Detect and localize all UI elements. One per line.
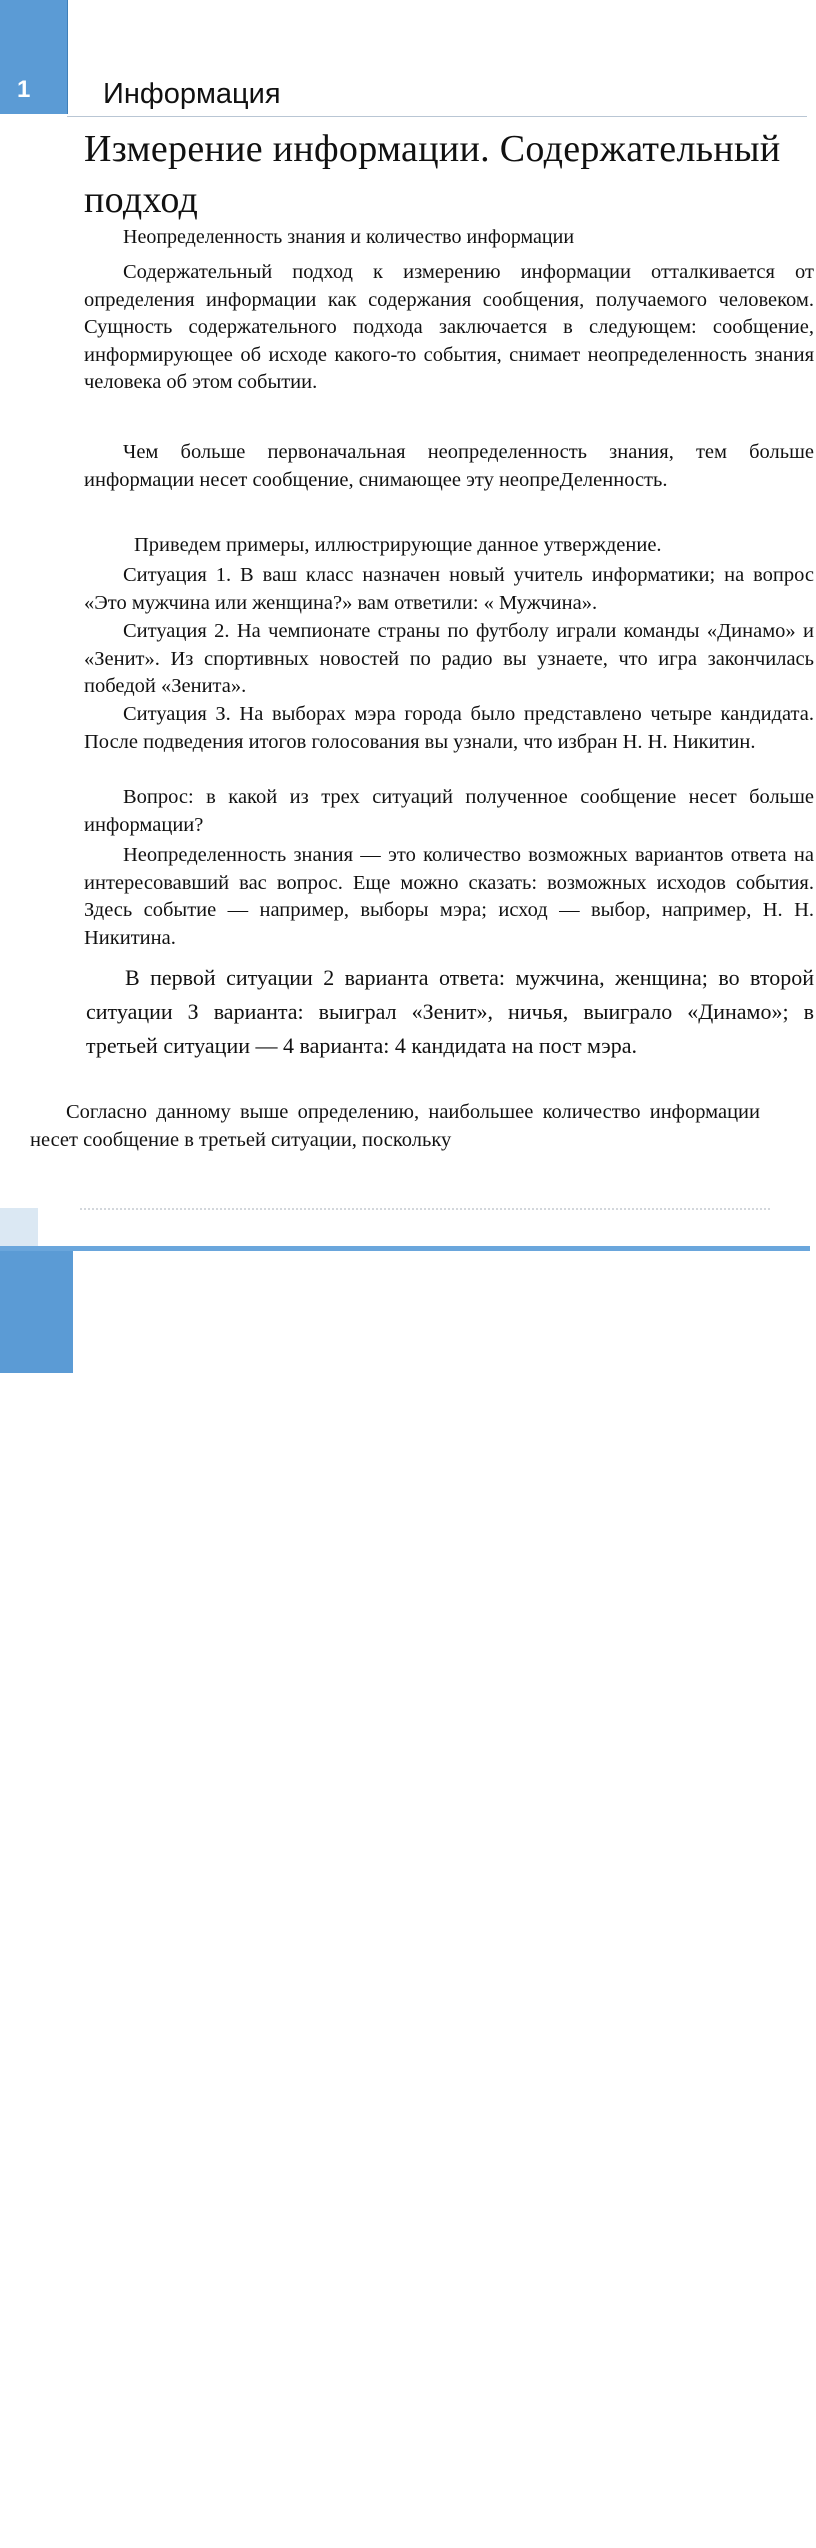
page-number-tab <box>0 1251 73 2547</box>
paragraph-6: Ситуация З. На выборах мэра города было представлено четыре кандидата. После подведения итогов голосования вы узнали, что избран Н. Н. Никитин. <box>84 703 814 753</box>
paragraph-10: Согласно данному выше определению, наибольшее количество информации несет сообщение в третьей ситуации, поскольку <box>30 1101 760 1151</box>
header-divider <box>67 116 807 117</box>
page-number: 26 <box>20 2521 46 2547</box>
running-header-title: Информация <box>103 78 281 110</box>
paragraph-7: Вопрос: в какой из трех ситуаций полученное сообщение несет больше информации? <box>84 786 814 836</box>
subheading: Неопределенность знания и количество информации <box>123 226 575 248</box>
paragraph-5: Ситуация 2. На чемпионате страны по футболу играли команды «Динамо» и «Зенит». Из спортивных новостей по радио вы узнаете, что игра закончилась победой «Зенита». <box>84 620 814 697</box>
paragraph-9: В первой ситуации 2 варианта ответа: мужчина, женщина; во второй ситуации З варианта: выиграл «Зенит», ничья, выиграло «Динамо»; в третьей ситуации — 4 варианта: 4 кандидата на пост мэра. <box>86 965 814 1058</box>
page-title: Измерение информации. Содержательный подход <box>84 128 781 221</box>
chapter-number: 1 <box>17 76 31 103</box>
scan-artifact-line <box>80 1208 770 1212</box>
paragraph-2: Чем больше первоначальная неопределенность знания, тем больше информации несет сообщение, снимающее эту неопреДеленность. <box>84 441 814 491</box>
chapter-tab <box>0 0 68 114</box>
paragraph-3: Приведем примеры, иллюстрирующие данное утверждение. <box>134 534 662 556</box>
footer-divider <box>0 1246 810 1251</box>
paragraph-4: Ситуация 1. В ваш класс назначен новый учитель информатики; на вопрос «Это мужчина или женщина?» вам ответили: « Мужчина». <box>84 564 814 614</box>
footer-accent <box>0 1208 38 1248</box>
paragraph-8: Неопределенность знания — это количество возможных вариантов ответа на интересовавший вас вопрос. Еще можно сказать: возможных исходов события. Здесь событие — например, выборы мэра; исход — выбор, например, Н. Н. Никитина. <box>84 844 814 949</box>
paragraph-1: Содержательный подход к измерению информации отталкивается от определения информации как содержания сообщения, получаемого человеком. Сущность содержательного подхода заключается в следующем: сообщение, информирующее об исходе какого-то события, снимает неопределенность знания человека об этом событии. <box>84 261 814 393</box>
